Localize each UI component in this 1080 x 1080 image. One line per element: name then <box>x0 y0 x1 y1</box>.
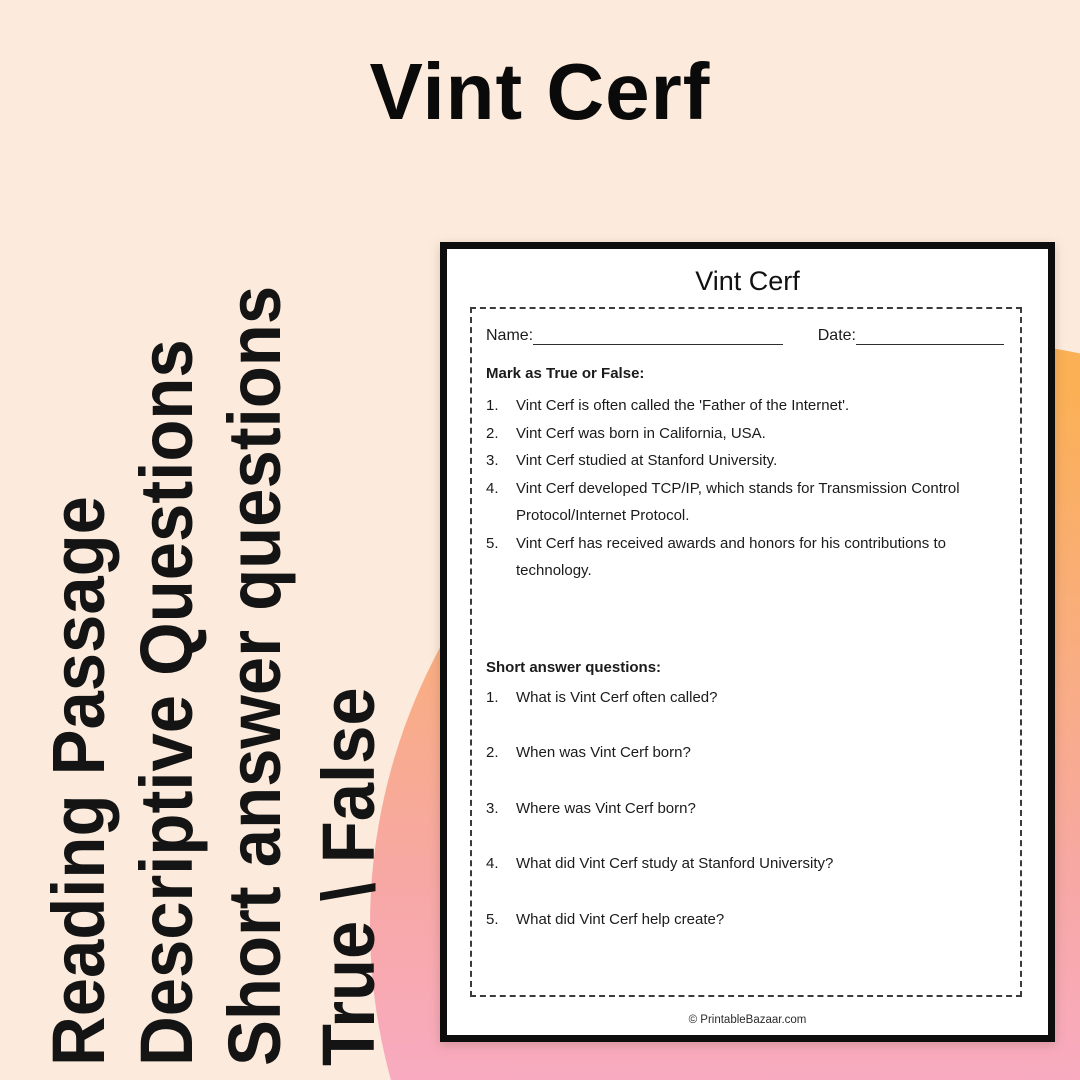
item-text: Vint Cerf was born in California, USA. <box>516 424 766 442</box>
copyright-footer: © PrintableBazaar.com <box>688 1014 807 1026</box>
item-text: Vint Cerf developed TCP/IP, which stands for Transmission Control Protocol/Internet Protocol. <box>516 479 960 524</box>
item-number: 2. <box>486 744 499 761</box>
short-answer-item <box>486 688 1004 744</box>
short-answer-item <box>486 910 1004 966</box>
item-number: 4. <box>486 479 499 497</box>
true-false-item <box>486 475 1004 530</box>
item-text: Vint Cerf is often called the 'Father of the Internet'. <box>516 397 850 414</box>
date-blank-line <box>856 331 1004 345</box>
true-false-list <box>486 392 1004 585</box>
name-field-group <box>486 327 783 345</box>
worksheet-dashed-frame <box>470 307 1022 997</box>
item-number: 5. <box>486 910 499 928</box>
short-answer-list <box>486 688 1004 966</box>
worksheet-page <box>440 242 1055 1042</box>
true-false-item <box>486 447 1004 475</box>
name-label: Name: <box>486 327 534 344</box>
banner-descriptive-questions: Descriptive Questions <box>125 339 208 1066</box>
short-answer-item <box>486 799 1004 855</box>
true-false-item <box>486 392 1004 420</box>
banner-short-answer-questions: Short answer questions <box>213 285 296 1066</box>
date-label: Date: <box>817 327 856 344</box>
short-answer-item <box>486 743 1004 799</box>
item-number: 3. <box>486 452 499 469</box>
banner-true-false: True \ False <box>307 687 390 1066</box>
item-text: Vint Cerf studied at Stanford University. <box>516 452 778 469</box>
item-number: 4. <box>486 855 499 872</box>
true-false-heading: Mark as True or False: <box>486 365 645 382</box>
page-title: Vint Cerf <box>369 47 711 136</box>
item-text: When was Vint Cerf born? <box>516 744 691 761</box>
short-answer-item <box>486 854 1004 910</box>
item-number: 1. <box>486 397 499 414</box>
banner-reading-passage: Reading Passage <box>37 496 120 1067</box>
short-answer-heading: Short answer questions: <box>486 658 662 676</box>
true-false-item <box>486 530 1004 585</box>
name-blank-line <box>533 331 783 345</box>
item-text: Where was Vint Cerf born? <box>516 799 696 817</box>
item-text: Vint Cerf has received awards and honors for his contributions to technology. <box>516 534 946 579</box>
item-text: What is Vint Cerf often called? <box>516 688 718 706</box>
true-false-item <box>486 420 1004 448</box>
item-number: 3. <box>486 799 499 817</box>
item-number: 1. <box>486 688 499 706</box>
worksheet-title: Vint Cerf <box>695 266 800 296</box>
date-field-group <box>818 327 1004 345</box>
name-date-row <box>486 323 1004 345</box>
item-number: 5. <box>486 534 499 552</box>
item-text: What did Vint Cerf help create? <box>516 910 725 928</box>
item-text: What did Vint Cerf study at Stanford University? <box>516 855 834 872</box>
item-number: 2. <box>486 424 499 442</box>
